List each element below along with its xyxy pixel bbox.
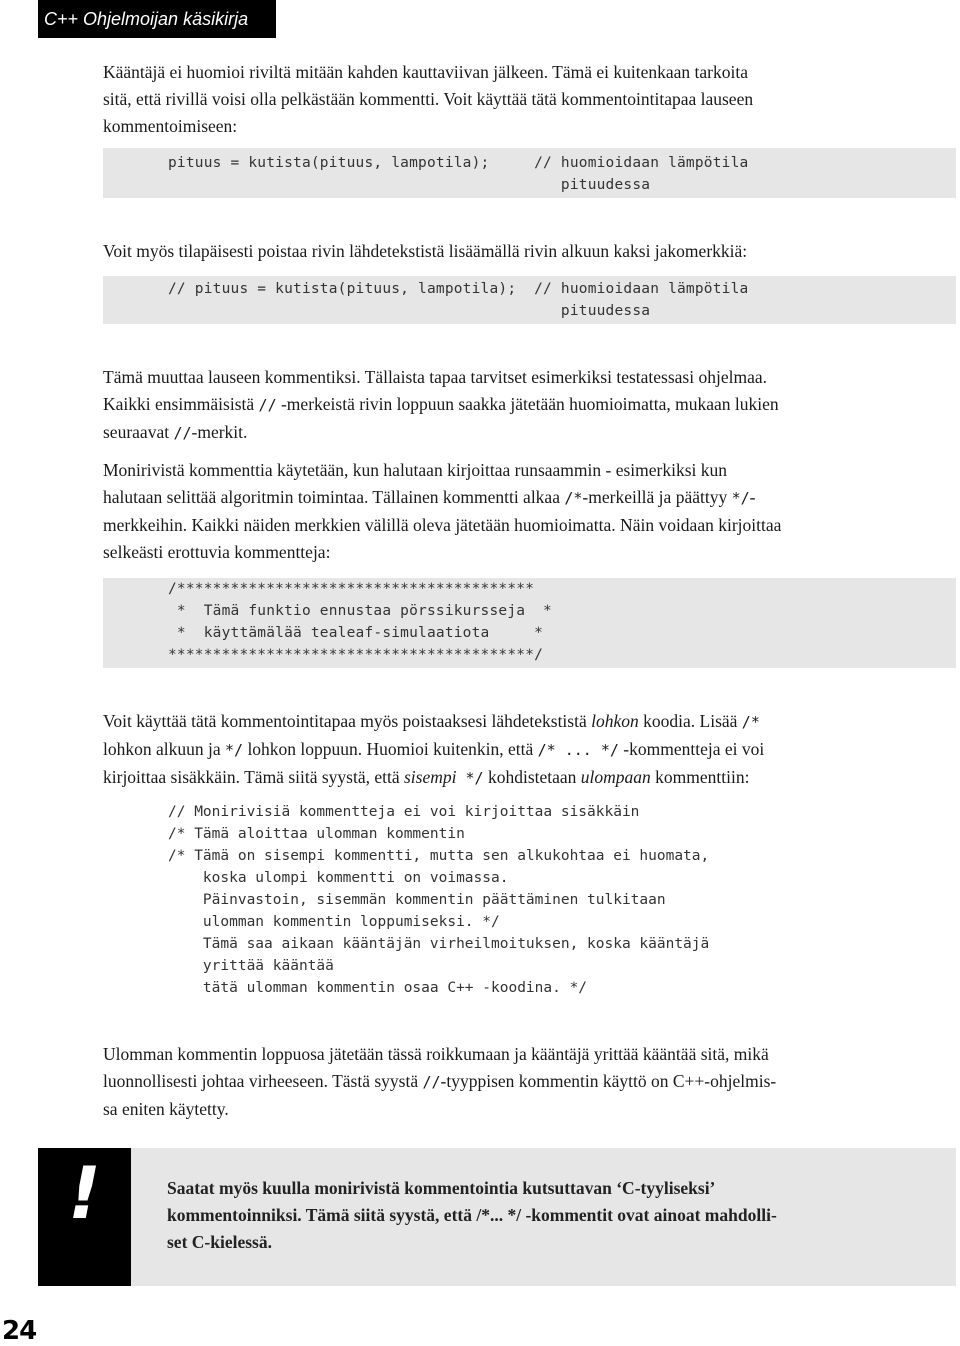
code-line: pituudessa xyxy=(168,177,651,193)
page-number: 24 xyxy=(2,1316,37,1346)
note-box xyxy=(131,1148,956,1286)
text-line: halutaan selittää algoritmin toimintaa. Tällainen kommentti alkaa /*-merkeillä ja päättyy */- xyxy=(103,487,756,507)
note-text xyxy=(167,1175,777,1256)
code-line: tätä ulomman kommentin osaa C++ -koodina. */ xyxy=(168,980,588,996)
code-block-2 xyxy=(103,276,956,324)
note-callout xyxy=(38,1148,956,1286)
code-block-3 xyxy=(103,578,956,668)
code-line: *****************************************/ xyxy=(168,647,544,663)
code-line: pituudessa xyxy=(168,303,651,319)
code-line: /* Tämä aloittaa ulomman kommentin xyxy=(168,826,465,842)
text-line: Voit käyttää tätä kommentointitapaa myös poistaaksesi lähdetekstistä lohkon koodia. Lisää /* xyxy=(103,711,760,731)
text-line: sa eniten käytetty. xyxy=(103,1099,229,1119)
text-line: Ulomman kommentin loppuosa jätetään tässä roikkumaan ja kääntäjä yrittää kääntää sitä, mikä xyxy=(103,1044,769,1064)
text-line: selkeästi erottuvia kommentteja: xyxy=(103,542,331,562)
text-line: merkkeihin. Kaikki näiden merkkien välillä oleva jätetään huomioimatta. Näin voidaan kirjoittaa xyxy=(103,515,782,535)
text-line: Monirivistä kommenttia käytetään, kun halutaan kirjoittaa runsaammin - esimerkiksi kun xyxy=(103,460,728,480)
code-line: * Tämä funktio ennustaa pörssikursseja * xyxy=(168,603,552,619)
text-line: lohkon alkuun ja */ lohkon loppuun. Huomioi kuitenkin, että /* ... */ -kommentteja ei voi xyxy=(103,739,765,759)
exclamation-icon: ! xyxy=(38,1148,131,1286)
text-line: Saatat myös kuulla monirivistä kommentointia kutsuttavan ‘C-tyyliseksi’ xyxy=(167,1178,716,1198)
paragraph-block-removal xyxy=(103,708,955,792)
text-line: seuraavat //-merkit. xyxy=(103,422,248,442)
text-line: sitä, että rivillä voisi olla pelkästään kommentti. Voit käyttää tätä kommentointitapaa lauseen xyxy=(103,89,754,109)
code-line: /**************************************** xyxy=(168,581,535,597)
code-block-4 xyxy=(103,801,956,1001)
code-line: // Monirivisiä kommentteja ei voi kirjoittaa sisäkkäin xyxy=(168,804,640,820)
paragraph-multiline xyxy=(103,457,955,566)
code-line: * käyttämälää tealeaf-simulaatiota * xyxy=(168,625,544,641)
code-line: Tämä saa aikaan kääntäjän virheilmoituksen, koska kääntäjä xyxy=(168,936,710,952)
text-line: Kaikki ensimmäisistä // -merkeistä rivin loppuun saakka jätetään huomioimatta, mukaan lukien xyxy=(103,394,779,414)
text-line: Kääntäjä ei huomioi riviltä mitään kahden kauttaviivan jälkeen. Tämä ei kuitenkaan tarkoita xyxy=(103,62,748,82)
text-line: luonnollisesti johtaa virheeseen. Tästä syystä //-tyyppisen kommentin käyttö on C++-ohjelmis- xyxy=(103,1071,777,1091)
paragraph-conclusion xyxy=(103,1041,955,1123)
code-block-1 xyxy=(103,148,956,198)
text-line: set C-kielessä. xyxy=(167,1232,272,1252)
paragraph-line-comments xyxy=(103,364,955,447)
paragraph-comment-out xyxy=(103,238,955,265)
code-line: ulomman kommentin loppumiseksi. */ xyxy=(168,914,500,930)
code-line: yrittää kääntää xyxy=(168,958,334,974)
code-line: // pituus = kutista(pituus, lampotila); // huomioidaan lämpötila xyxy=(168,281,749,297)
text-line: Voit myös tilapäisesti poistaa rivin lähdetekstistä lisäämällä rivin alkuun kaksi jakomerkkiä: xyxy=(103,241,748,261)
code-line: pituus = kutista(pituus, lampotila); // huomioidaan lämpötila xyxy=(168,155,749,171)
code-line: Päinvastoin, sisemmän kommentin päättäminen tulkitaan xyxy=(168,892,666,908)
text-line: Tämä muuttaa lauseen kommentiksi. Tällaista tapaa tarvitset esimerkiksi testatessasi ohjelmaa. xyxy=(103,367,767,387)
code-line: koska ulompi kommentti on voimassa. xyxy=(168,870,509,886)
text-line: kommentoinniksi. Tämä siitä syystä, että /*... */ -kommentit ovat ainoat mahdolli- xyxy=(167,1205,777,1225)
code-line: /* Tämä on sisempi kommentti, mutta sen alkukohtaa ei huomata, xyxy=(168,848,710,864)
text-line: kirjoittaa sisäkkäin. Tämä siitä syystä, että sisempi */ kohdistetaan ulompaan kommenttiin: xyxy=(103,767,750,787)
paragraph-intro xyxy=(103,59,955,140)
text-line: kommentoimiseen: xyxy=(103,116,238,136)
header-title: C++ Ohjelmoijan käsikirja xyxy=(38,0,276,38)
